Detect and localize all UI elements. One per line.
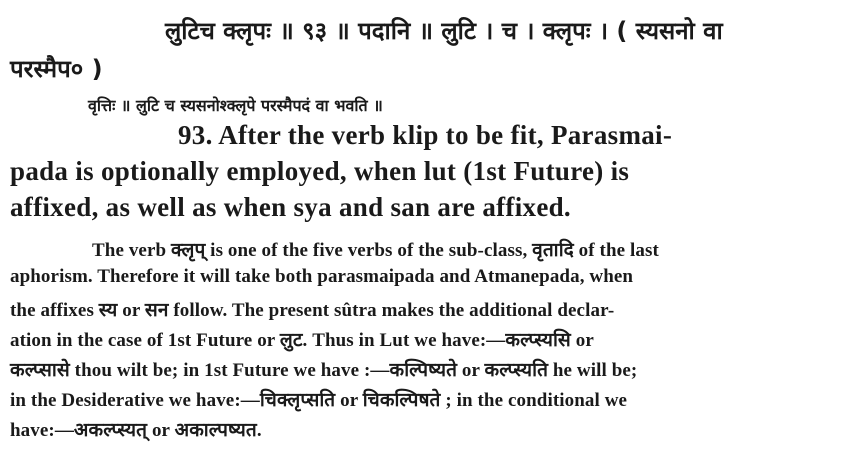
translation-line-1: 93. After the verb klip to be fit, Parasmai- xyxy=(178,120,673,150)
commentary-line-6: in the Desiderative we have:—चिक्लृप्सति or चिकल्पिषते ; in the conditional we xyxy=(10,390,628,411)
translation-line-2: pada is optionally employed, when lut (1st Future) is xyxy=(10,156,630,186)
translation-line-3: affixed, as well as when sya and san are affixed. xyxy=(10,192,571,222)
sutra-line-2: परस्मैप० ) xyxy=(10,55,103,83)
commentary-line-2: aphorism. Therefore it will take both parasmaipada and Atmanepada, when xyxy=(10,266,634,287)
commentary-line-5: कल्प्सासे thou wilt be; in 1st Future we have :—कल्पिष्यते or कल्प्स्यति he will be; xyxy=(10,360,638,381)
commentary-line-4: ation in the case of 1st Future or लुट. Thus in Lut we have:—कल्प्स्यसि or xyxy=(10,330,594,351)
commentary-line-3: the affixes स्य or सन follow. The present sûtra makes the additional declar- xyxy=(10,300,615,321)
commentary-line-1: The verb क्लृप् is one of the five verbs of the sub-class, वृतादि of the last xyxy=(92,240,659,261)
sutra-line-1: लुटिच क्लृपः ॥ ९३ ॥ पदानि ॥ लुटि । च । क्लृपः । ( स्यसनो वा xyxy=(165,17,723,45)
vritti-gloss: वृत्तिः ॥ लुटि च स्यसनोश्क्लृपे परस्मैपदं वा भवति ॥ xyxy=(88,96,383,115)
commentary-line-7: have:—अकल्प्स्यत् or अकाल्पष्यत. xyxy=(10,420,262,441)
